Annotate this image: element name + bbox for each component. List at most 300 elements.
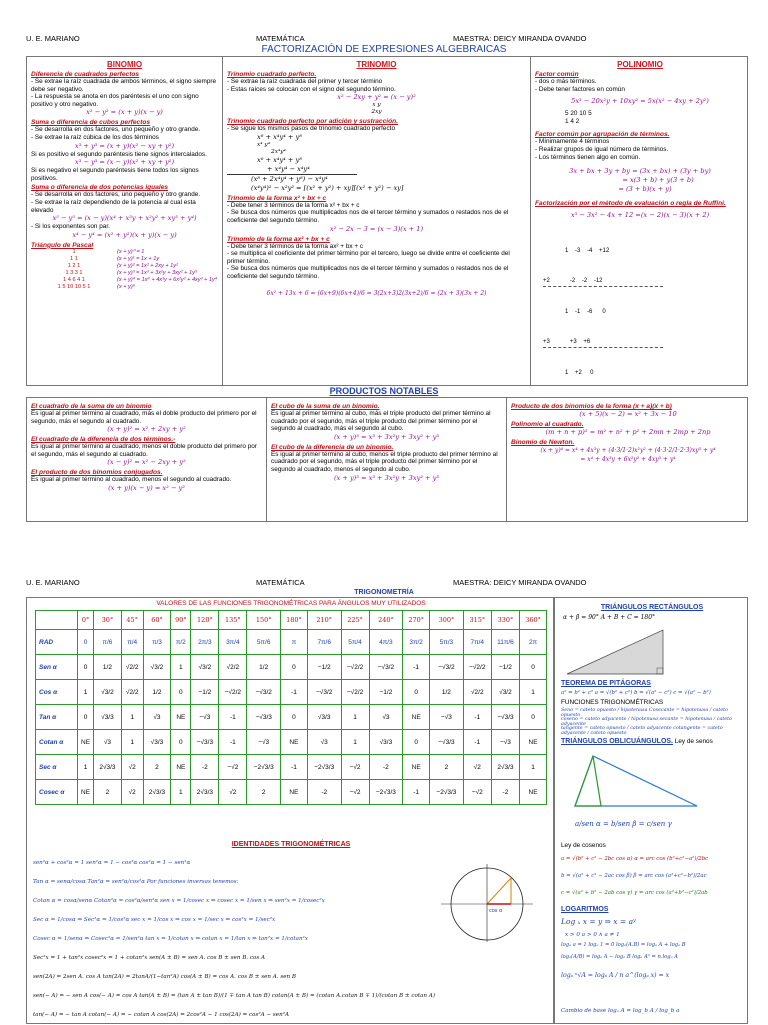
text-block: Es igual al primer término al cuadrado, menos el segundo al cuadrado. <box>31 476 232 484</box>
trig-value-cell: -1 <box>403 780 430 805</box>
corner-cell <box>36 611 78 630</box>
pascal-numbers <box>31 249 117 291</box>
trig-row <box>36 730 547 755</box>
trig-value-cell: −2√3/3 <box>369 780 403 805</box>
section-heading: Diferencia de cuadrados perfectos <box>31 71 140 78</box>
text-block: Es igual al primer término al cuadrado, más el doble producto del primero por el segundo, más el segundo al cuadrado. <box>31 410 257 425</box>
formula: x⁸ + x⁴y⁴ + y⁸ <box>257 132 302 141</box>
formula: (x + y)³ = x³ + 3x²y + 3xy² + y³ <box>333 432 440 441</box>
trig-value-cell: 0 <box>403 730 430 755</box>
formula: 5x³ − 20x²y + 10xy² = 5x(x² − 4xy + 2y²) <box>571 97 709 106</box>
text-block: - Se sigue los mismos pasos de trinomio cuadrado perfecto <box>227 125 396 133</box>
formula: 2xy <box>371 109 382 116</box>
trig-value-cell: √2 <box>219 780 247 805</box>
log-property: logₐ ⁿ√A = logₐ A / n a^(logₐ x) = x <box>561 972 670 979</box>
trig-value-cell: −1/2 <box>491 655 519 680</box>
functions-title: FUNCIONES TRIGONOMÉTRICAS <box>561 699 664 706</box>
trig-value-cell: NE <box>281 780 308 805</box>
trig-value-cell: −√3 <box>430 705 464 730</box>
trig-value-cell: NE <box>171 755 191 780</box>
trig-value-cell: 0 <box>78 705 94 730</box>
section-heading: Trinomio cuadrado perfecto. <box>227 71 317 78</box>
text-block: Es igual al primer término al cubo, menos el triple producto del primer término al cuadrado por el segundo, más el triple producto del primer término por el segundo al cuadrado, menos el segundo al cubo. <box>271 450 498 473</box>
section-heading: Producto de dos binomios de la forma (x + a)(x + b) <box>511 403 672 410</box>
formula: (x⁴y⁴)² − x²y² = [(x² + y²) + xy][(x² + y²) − xy] <box>251 183 404 192</box>
log-property: logₐ a = 1 logₐ 1 = 0 logₐ(A.B) = logₐ A + logₐ B <box>561 942 686 948</box>
pascal-expansion: (x + y)⁵ <box>117 283 136 290</box>
trig-value-cell: −√3/2 <box>369 655 403 680</box>
trig-value-cell: 1 <box>171 780 191 805</box>
section-heading: Suma o diferencia de dos potencias iguales <box>31 184 169 192</box>
productos-col-3 <box>507 398 749 521</box>
text-block: Es igual al primer término al cuadrado, menos el doble producto del primero por el segundo, más el segundo al cuadrado. <box>31 443 257 458</box>
trig-value-cell: 0 <box>403 680 430 705</box>
trig-value-cell: NE <box>171 705 191 730</box>
angle-header: 360° <box>520 611 547 630</box>
text-block: - Se extrae la raíz dependiendo de la potencia al cual esta elevado <box>31 198 196 214</box>
page-title: TRIGONOMETRÍA <box>354 589 414 596</box>
trig-value-cell: 5π/3 <box>430 630 464 655</box>
ruffini-table <box>535 226 745 385</box>
page-title: FACTORIZACIÓN DE EXPRESIONES ALGEBRAICAS <box>261 44 507 55</box>
trig-value-cell: 1/2 <box>247 655 281 680</box>
trig-row <box>36 630 547 655</box>
trig-value-cell: √2/2 <box>121 680 143 705</box>
text-block: 5 20 10 5 <box>565 110 592 118</box>
angle-header: 45° <box>121 611 143 630</box>
identity-line: Tan α = senα/cosα Tan²α = sen²α/cos²α Por funciones inversas tenemos: <box>33 879 239 885</box>
teacher-name: MAESTRA: DEICY MIRANDA OVANDO <box>453 578 587 587</box>
trig-value-cell: -2 <box>307 780 341 805</box>
trig-value-cell: √3/3 <box>307 705 341 730</box>
trig-value-cell: 0 <box>171 730 191 755</box>
trig-value-cell: 2π/3 <box>191 630 219 655</box>
formula: = (3 + b)(x + y) <box>618 185 672 194</box>
pascal-row: 1 2 1 <box>67 262 81 269</box>
right-triangle-diagram <box>563 624 683 678</box>
text-block: - Se busca dos números que multiplicados nos de el tercer término y sumados o restados nos de el coeficiente del segundo término. <box>227 209 509 224</box>
trig-row <box>36 780 547 805</box>
trig-value-cell: 1 <box>341 705 369 730</box>
formula: (x + y)⁴ = x⁴ + 4x³y + (4·3/1·2)x²y² + (4·3·2/1·2·3)xy³ + y⁴ <box>540 447 716 454</box>
formula: 3x + bx + 3y + by = (3x + bx) + (3y + by) <box>569 167 711 176</box>
trig-value-cell: 1/2 <box>143 680 171 705</box>
trig-value-cell: 1 <box>171 655 191 680</box>
trig-value-cell: π/3 <box>143 630 171 655</box>
angle-header: 180° <box>281 611 308 630</box>
trig-value-cell: 5π/4 <box>341 630 369 655</box>
text-block: - Debe tener 3 términos de la forma ax² + bx + c <box>227 242 364 250</box>
trig-value-cell: −√3 <box>191 705 219 730</box>
formula: 6x² + 13x + 6 = (6x+9)(6x+4)/6 = 3(2x+3)2(3x+2)/6 = (2x + 3)(3x + 2) <box>266 289 487 297</box>
angle-header: 150° <box>247 611 281 630</box>
formula: (x − y)² = x² − 2xy + y² <box>107 458 186 467</box>
productos-col-1 <box>27 398 267 521</box>
table-header-row <box>36 611 547 630</box>
text-block: - Se extrae la raíz cúbica de los dos términos <box>31 133 159 141</box>
trig-value-cell: √3/3 <box>369 730 403 755</box>
pascal-expansion: (x + y)¹ = 1x + 1y <box>117 255 160 262</box>
section-heading: Trinomio cuadrado perfecto por adición y sustracción. <box>227 118 398 126</box>
trig-value-cell: NE <box>520 780 547 805</box>
cosine-law-formula: c = √(a² + b² − 2ab cos γ) γ = arc cos (a²+b²−c²)/2ab <box>561 890 708 896</box>
formula: x² − 2xy + y² = (x − y)² <box>337 93 416 102</box>
trig-value-cell: −2√3/3 <box>307 755 341 780</box>
formula: 2x⁴y⁴ <box>271 148 286 155</box>
angle-header: 0° <box>78 611 94 630</box>
row-label: Cos α <box>36 680 78 705</box>
teacher-name: MAESTRA: DEICY MIRANDA OVANDO <box>453 34 587 43</box>
trig-value-cell: 2 <box>247 780 281 805</box>
page-factorizacion <box>0 0 768 396</box>
text-block: - Se extrae la raíz cuadrada del primer y tercer término <box>227 78 383 85</box>
row-label: RAD <box>36 630 78 655</box>
trig-value-cell: √3/2 <box>143 655 171 680</box>
angle-header: 225° <box>341 611 369 630</box>
sine-law-formula: a/sen α = b/sen β = c/sen γ <box>575 820 672 828</box>
section-heading: El producto de dos binomios conjugados. <box>31 469 163 477</box>
trig-value-cell: −√3/2 <box>307 680 341 705</box>
text-block: - se multiplica el coeficiente del primer término por el tercero, luego se divide entre el coeficiente del primer término. <box>227 250 510 265</box>
trig-value-cell: 3π/4 <box>219 630 247 655</box>
trig-value-cell: −√3 <box>491 730 519 755</box>
trig-value-cell: 2√3/3 <box>491 755 519 780</box>
row-label: Sen α <box>36 655 78 680</box>
trig-value-cell: 7π/4 <box>463 630 491 655</box>
pascal-expansion: (x + y)² = 1x² + 2xy + 1y² <box>117 262 178 269</box>
text-block: - La respuesta se anota en dos paréntesis el uno con signo positivo y otro negativo. <box>31 93 199 108</box>
trig-value-cell: −1/2 <box>369 680 403 705</box>
section-heading: Factor común <box>535 71 579 78</box>
trig-value-cell: 2π <box>520 630 547 655</box>
trig-values-table <box>35 610 547 805</box>
angle-header: 330° <box>491 611 519 630</box>
trig-value-cell: -1 <box>281 680 308 705</box>
right-triangle <box>567 630 663 674</box>
trig-value-cell: π/6 <box>94 630 122 655</box>
text-block: Si es positivo el segundo paréntesis tiene signos intercalados. <box>31 150 207 158</box>
trig-value-cell: √2/2 <box>219 655 247 680</box>
pascal-row: 1 <box>72 248 76 255</box>
oblique-triangle-diagram <box>571 750 701 810</box>
trig-value-cell: 11π/6 <box>491 630 519 655</box>
trig-value-cell: −√3/2 <box>247 680 281 705</box>
function-def: tangente = cateto opuesto / cateto adyacente cotangente = cateto adyacente / cateto opuesto <box>561 726 723 736</box>
formula: x³ − 3x² − 4x + 12 =(x − 2)(x − 3)(x + 2) <box>570 211 710 220</box>
identity-line: sen(2A) = 2sen A. cos A tan(2A) = 2tanA/(1−tan²A) cos(A ± B) = cos A. cos B ± sen A. sen B <box>33 974 297 980</box>
text-block: - Debe tener 3 términos de la forma x² + bx + c <box>227 201 360 209</box>
section-heading: Factorización por el método de evaluación o regla de Ruffini. <box>535 200 726 208</box>
rect-triangles-title: TRIÁNGULOS RECTÁNGULOS <box>600 604 704 611</box>
trig-value-cell: 1 <box>520 755 547 780</box>
section-heading: Binomio de Newton. <box>511 439 575 446</box>
trig-value-cell: −√3/3 <box>247 705 281 730</box>
trig-right-panel <box>554 597 748 1024</box>
identity-line: tan(− A) = − tan A cotan(− A) = − cotan A cos(2A) = 2cos²A − 1 cos(2A) = cos²A − sen²A <box>33 1012 289 1018</box>
ruffini-row: 1 -3 -4 +12 <box>565 248 610 255</box>
section-heading: Triángulo de Pascal <box>31 241 94 249</box>
angle-header: 60° <box>143 611 171 630</box>
angle-header: 315° <box>463 611 491 630</box>
trig-value-cell: −√2 <box>341 755 369 780</box>
trig-value-cell: −√3/3 <box>430 730 464 755</box>
trig-value-cell: 0 <box>520 705 547 730</box>
trig-value-cell: -1 <box>281 755 308 780</box>
trig-value-cell: √3/2 <box>191 655 219 680</box>
polinomio-heading: POLINOMIO <box>617 60 663 69</box>
angle-header: 90° <box>171 611 191 630</box>
factorization-table <box>26 56 748 386</box>
trig-value-cell: −1/2 <box>191 680 219 705</box>
trig-value-cell: -1 <box>463 705 491 730</box>
formula: = x(3 + b) + y(3 + b) <box>622 176 694 185</box>
trig-value-cell: -2 <box>491 780 519 805</box>
subject-name: MATEMÁTICA <box>256 34 305 43</box>
trig-value-cell: −√2 <box>463 780 491 805</box>
section-heading: Trinomio de la forma ax² + bx + c <box>227 235 330 243</box>
trig-value-cell: −√2/2 <box>219 680 247 705</box>
angle-header: 210° <box>307 611 341 630</box>
angle-header: 135° <box>219 611 247 630</box>
trig-value-cell: 0 <box>281 705 308 730</box>
formula: x⁸ + x⁴y⁴ + y⁸ <box>257 155 302 164</box>
trig-value-cell: √3 <box>94 730 122 755</box>
trig-value-cell: 1 <box>121 705 143 730</box>
trig-value-cell: −√3 <box>247 730 281 755</box>
text-block: - dos o más términos. <box>535 78 597 85</box>
row-label: Cosec α <box>36 780 78 805</box>
angle-header: 270° <box>403 611 430 630</box>
trig-value-cell: −√2/2 <box>463 655 491 680</box>
trig-value-cell: √2 <box>121 780 143 805</box>
text-block: Es igual al primer término al cubo, más el triple producto del primer término al cuadrado por el segundo, más el triple producto del primer término por el segundo al cuadrado, más el segundo al cubo. <box>271 410 491 433</box>
text-block: Si es negativo el segundo paréntesis tiene todos los signos positivos. <box>31 167 199 182</box>
log-definition: Log ₓ x = y ⇒ x = aʸ <box>561 917 636 926</box>
ruffini-row: 1 -1 -6 0 <box>565 309 606 316</box>
table-title: VALORES DE LAS FUNCIONES TRIGONOMÉTRICAS PARA ÁNGULOS MUY UTILIZADOS <box>156 600 426 607</box>
function-def: Seno = cateto opuesto / hipotenusa Cosecante = hipotenusa / cateto opuesto <box>561 708 729 718</box>
trig-value-cell: √2/2 <box>121 655 143 680</box>
formula: = x⁴ + 4x³y + 6x²y² + 4xy³ + y⁴ <box>580 456 676 463</box>
productos-col-2 <box>267 398 507 521</box>
trig-value-cell: −√2 <box>341 780 369 805</box>
trig-value-cell: 2√3/3 <box>191 780 219 805</box>
cosine-law-formula: a = √(b² + c² − 2bc cos α) α = arc cos (b²+c²−a²)/2bc <box>561 856 709 862</box>
pythagoras-title: TEOREMA DE PITÁGORAS <box>561 680 651 687</box>
trig-value-cell: 4π/3 <box>369 630 403 655</box>
school-name: U. E. MARIANO <box>26 34 80 43</box>
radius-line <box>487 878 511 904</box>
trig-value-cell: −√3/3 <box>191 730 219 755</box>
identity-line: Cotan α = cosα/senα Cotan²α = cos²α/sen²α sen x = 1/cosec x ⇒ cosec x = 1/sen x ⇒ sen²x = 1/cosec²x <box>33 898 325 904</box>
trinomio-heading: TRINOMIO <box>356 60 397 69</box>
log-base-change: Cambio de base logₐ A = log_b A / log_b a <box>561 1008 680 1014</box>
trig-value-cell: √3/3 <box>143 730 171 755</box>
angle-header: 300° <box>430 611 464 630</box>
section-heading: El cubo de la diferencia de un binomio. <box>271 443 394 451</box>
trig-left-panel <box>26 597 554 1024</box>
text-block: - Mínimamente 4 términos <box>535 138 610 146</box>
cos-label: cos α <box>489 908 503 914</box>
formula: + x⁴y⁴ − x⁴y⁴ <box>227 165 357 175</box>
trig-value-cell: π/2 <box>171 630 191 655</box>
trig-row <box>36 705 547 730</box>
trig-value-cell: √2 <box>463 755 491 780</box>
formula: x³ + y³ = (x + y)(x² − xy + y²) <box>74 141 175 150</box>
unit-circle-diagram <box>431 860 541 944</box>
identity-line: Sec²x = 1 + tan²x cosec²x = 1 + cotan²x sen(A ± B) = sen A. cos B ± sen B. cos A <box>33 955 266 961</box>
trig-value-cell: -2 <box>191 755 219 780</box>
subject-name: MATEMÁTICA <box>256 578 305 587</box>
trig-value-cell: 2 <box>430 755 464 780</box>
binomio-column <box>27 57 223 385</box>
formula: (x + y)² = x² + 2xy + y² <box>107 425 186 434</box>
trig-value-cell: √2/2 <box>463 680 491 705</box>
trig-value-cell: 2√3/3 <box>94 755 122 780</box>
identity-line: sen²α + cos²α = 1 sen²α = 1 − cos²α cos²α = 1 − sen²α <box>33 860 191 866</box>
trig-value-cell: −√3/3 <box>491 705 519 730</box>
trig-value-cell: −√2/2 <box>341 655 369 680</box>
trig-value-cell: −√2 <box>219 755 247 780</box>
pascal-row: 1 4 6 4 1 <box>63 276 85 283</box>
trig-value-cell: 2 <box>94 780 122 805</box>
trig-value-cell: 0 <box>281 655 308 680</box>
pascal-expansion: (x + y)⁰ = 1 <box>117 248 145 255</box>
section-heading: El cuadrado de la suma de un binomio <box>31 403 152 410</box>
pascal-triangle <box>31 249 218 291</box>
trig-value-cell: 0 <box>78 630 94 655</box>
function-def: coseno = cateto adyacente / hipotenusa secante = hipotenusa / cateto adyacente <box>561 717 732 727</box>
text-block: - Los términos tienen algo en común. <box>535 153 641 161</box>
cosine-law-formula: b = √(a² + c² − 2ac cos β) β = arc cos (a²+c²−b²)/2ac <box>561 873 707 879</box>
formula: x² − y² = (x + y)(x − y) <box>86 108 163 117</box>
pythagoras-formula: a² = b² + c² a = √(b² + c²) b = √(a² − c²) c = √(a² − b²) <box>561 690 711 696</box>
row-label: Sec α <box>36 755 78 780</box>
section-heading: Polinomio al cuadrado. <box>511 421 584 428</box>
section-heading: Trinomio de la forma x² + bx + c <box>227 194 327 202</box>
angle-header: 240° <box>369 611 403 630</box>
row-label: Tan α <box>36 705 78 730</box>
trig-value-cell: 5π/6 <box>247 630 281 655</box>
pascal-expansion: (x + y)³ = 1x³ + 3x²y + 3xy² + 1y³ <box>117 269 197 276</box>
trig-value-cell: 3π/2 <box>403 630 430 655</box>
formula: x⁴ y⁴ <box>257 141 271 148</box>
trinomio-column <box>223 57 531 385</box>
pascal-row: 1 5 10 10 5 1 <box>57 283 91 290</box>
trig-value-cell: 0 <box>520 655 547 680</box>
formula: (x + 5)(x − 2) = x² + 3x − 10 <box>579 410 677 418</box>
pascal-expansion: (x + y)⁴ = 1x⁴ + 4x³y + 6x²y² + 4xy³ + 1y⁴ <box>117 276 218 283</box>
angle-header: 30° <box>94 611 122 630</box>
formula: x³ − y³ = (x − y)(x² + xy + y²) <box>74 158 175 167</box>
trig-value-cell: 0 <box>78 655 94 680</box>
identities-list <box>33 854 436 1025</box>
trig-value-cell: √3 <box>369 705 403 730</box>
trig-value-cell: NE <box>281 730 308 755</box>
text-block: 1 4 2 <box>565 117 580 125</box>
identities-title: IDENTIDADES TRIGONOMÉTRICAS <box>231 841 351 848</box>
pascal-expansions <box>117 249 218 291</box>
section-heading: El cubo de la suma de un binomio. <box>271 403 380 410</box>
trig-value-cell: −2√3/3 <box>247 755 281 780</box>
text-block: - Estas raíces se colocan con el signo del segundo término. <box>227 85 396 93</box>
trig-row <box>36 755 547 780</box>
text-block: - Se desarrolla en dos factores, uno pequeño y otro grande. <box>31 126 201 134</box>
oblique-heading <box>561 738 713 745</box>
formula: x⁴ − y⁴ = (x² + y²)(x + y)(x − y) <box>72 230 177 239</box>
formula: (x + y)(x − y) = x² − y² <box>108 483 185 492</box>
pascal-row: 1 1 <box>70 255 78 262</box>
sine-law-label: Ley de senos <box>674 738 713 745</box>
formula: x² − 2x − 3 = (x − 3)(x + 1) <box>329 224 424 233</box>
trig-value-cell: √3/2 <box>94 680 122 705</box>
trig-value-cell: 1 <box>520 680 547 705</box>
trig-value-cell: 0 <box>171 680 191 705</box>
trig-value-cell: NE <box>78 730 94 755</box>
section-heading: El cuadrado de la diferencia de dos términos.- <box>31 436 176 444</box>
trig-value-cell: −√2/2 <box>341 680 369 705</box>
log-property: logₐ(A/B) = logₐ A − logₐ B logₐ Aⁿ = n.logₐ A <box>561 954 678 960</box>
ruffini-row: 1 +2 0 <box>565 370 594 377</box>
row-label: Cotan α <box>36 730 78 755</box>
ruffini-row: +3 +3 +6 <box>543 337 663 348</box>
identity-line: sen(− A) = − sen A cos(− A) = cos A tan(A ± B) = (tan A ± tan B)/(1 ∓ tan A tan B) cotan(A ± B) = (cotan A.cotan B ∓ 1)/(cotan B ± cotan A) <box>33 993 436 999</box>
trig-row <box>36 680 547 705</box>
formula: (x + y)³ = x³ + 3x²y + 3xy² + y³ <box>333 473 440 482</box>
oblique-title: TRIÁNGULOS OBLICUÁNGULOS. <box>561 738 673 745</box>
trig-value-cell: √3 <box>143 705 171 730</box>
trig-value-cell: √3/2 <box>491 680 519 705</box>
angle-header: 120° <box>191 611 219 630</box>
trig-value-cell: 1 <box>78 755 94 780</box>
trig-value-cell: −2√3/3 <box>430 780 464 805</box>
trig-value-cell: -1 <box>463 730 491 755</box>
trig-value-cell: 1/2 <box>430 680 464 705</box>
identity-line: Cosec α = 1/senα ⇒ Cosec²α = 1/sen²α tan x = 1/cotan x ⇒ cotan x = 1/tan x ⇒ tan²x = 1/cotan²x <box>33 936 308 942</box>
trig-value-cell: NE <box>403 755 430 780</box>
polinomio-column <box>531 57 749 385</box>
text-block: - Se extrae la raíz cuadrada de ambos términos, el signo siempre debe ser negativo. <box>31 78 217 93</box>
section-heading: Factor común por agrupación de términos. <box>535 131 670 139</box>
trig-value-cell: 1 <box>121 730 143 755</box>
pascal-row: 1 3 3 1 <box>65 269 83 276</box>
trig-value-cell: NE <box>78 780 94 805</box>
ruffini-row: +2 -2 -2 -12 <box>543 276 663 287</box>
trig-value-cell: -2 <box>369 755 403 780</box>
school-name: U. E. MARIANO <box>26 578 80 587</box>
text-block: - Debe tener factores en común <box>535 85 625 93</box>
angle-sum-formula: α + β = 90° A + B + C = 180° <box>563 614 656 621</box>
formula: x⁵ − y⁵ = (x − y)(x⁴ + x³y + x²y² + xy³ + y⁴) <box>52 214 197 223</box>
trig-value-cell: 7π/6 <box>307 630 341 655</box>
trig-row <box>36 655 547 680</box>
trig-value-cell: −√3/2 <box>430 655 464 680</box>
trig-value-cell: π/4 <box>121 630 143 655</box>
log-title: LOGARITMOS <box>561 906 609 913</box>
productos-heading: PRODUCTOS NOTABLES <box>329 386 439 396</box>
trig-value-cell: 1 <box>341 730 369 755</box>
trig-value-cell: 1 <box>78 680 94 705</box>
trig-value-cell: √3/3 <box>94 705 122 730</box>
identity-line: Sec α = 1/cosα ⇒ Sec²α = 1/cos²α sec x = 1/cos x ⇒ cos x = 1/sec x ⇒ cos²x = 1/sec²x <box>33 917 276 923</box>
trig-value-cell: √2 <box>121 755 143 780</box>
cosine-law-title: Ley de cosenos <box>561 842 606 849</box>
trig-value-cell: -1 <box>219 730 247 755</box>
productos-table <box>26 397 748 522</box>
trig-value-cell: -1 <box>403 655 430 680</box>
trig-value-cell: NE <box>520 730 547 755</box>
trig-value-cell: -1 <box>219 705 247 730</box>
